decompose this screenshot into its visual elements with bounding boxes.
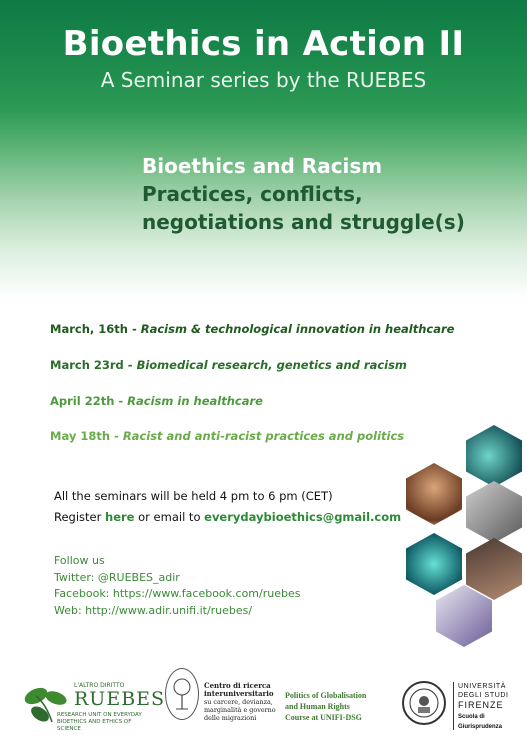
- event-title: Racism in healthcare: [127, 394, 263, 408]
- facebook-link[interactable]: Facebook: https://www.facebook.com/ruebes: [54, 587, 301, 600]
- twitter-link[interactable]: Twitter: @RUEBES_adir: [54, 570, 180, 584]
- adir-line-3: su carcere, devianza,: [204, 698, 273, 706]
- event-date: April 22th -: [50, 394, 128, 408]
- adir-seal-logo: [165, 668, 199, 720]
- topic-line-1: Bioethics and Racism: [142, 154, 383, 178]
- unifi-line-3: FIRENZE: [458, 700, 504, 710]
- follow-heading: Follow us: [54, 554, 105, 567]
- dna-image: [466, 425, 522, 487]
- event-date: May 18th -: [50, 429, 123, 443]
- event-item: [50, 322, 454, 336]
- glob-line-1: Politics of Globalisation: [285, 691, 367, 700]
- adir-line-5: delle migrazioni: [204, 714, 257, 722]
- ruebes-logo: [22, 682, 166, 732]
- adir-line-4: marginalità e governo: [204, 706, 276, 714]
- adir-line-2: interuniversitario: [204, 689, 274, 698]
- register-middle: or email to: [134, 510, 205, 524]
- event-title: Racist and anti-racist practices and politics: [122, 429, 405, 443]
- email-link[interactable]: everydaybioethics@gmail.com: [204, 510, 402, 524]
- tree-icon: [166, 669, 198, 719]
- ruebes-small-label: L'ALTRO DIRITTO: [74, 682, 125, 689]
- racism-virus-sign-image: [466, 481, 522, 543]
- unifi-text-logo: [458, 682, 527, 731]
- event-date: March, 16th -: [50, 322, 141, 336]
- unifi-line-1: UNIVERSITÀ: [458, 683, 507, 690]
- ruebes-tagline: RESEARCH UNIT ON EVERYDAY BIOETHICS AND ETHICS OF SCIENCE: [57, 712, 142, 732]
- unifi-line-4: Scuola di: [458, 714, 485, 720]
- unifi-line-5: Giurisprudenza: [458, 724, 503, 730]
- schedule-text: All the seminars will be held 4 pm to 6 pm (CET): [54, 489, 333, 503]
- event-title: Biomedical research, genetics and racism: [136, 358, 407, 372]
- follow-us: [54, 553, 300, 619]
- unifi-line-2: DEGLI STUDI: [458, 692, 509, 699]
- event-item: [50, 394, 263, 408]
- event-item: [50, 358, 407, 372]
- unifi-seal-logo: [402, 681, 446, 725]
- event-title: Racism & technological innovation in healthcare: [140, 322, 455, 336]
- event-item: [50, 429, 404, 443]
- hands-image: [466, 538, 522, 600]
- register-line: [54, 507, 401, 528]
- register-link[interactable]: here: [105, 510, 135, 524]
- protest-fists-image: [406, 463, 462, 525]
- topic-line-3: negotiations and struggle(s): [142, 210, 465, 234]
- topic-line-2: Practices, conflicts,: [142, 182, 363, 206]
- word-cloud-image: [436, 585, 492, 647]
- glob-line-2: and Human Rights: [285, 702, 350, 711]
- unifi-divider: [453, 682, 454, 730]
- circuit-board-image: [406, 533, 462, 595]
- seminar-info: [54, 486, 401, 528]
- web-link[interactable]: Web: http://www.adir.unifi.it/ruebes/: [54, 603, 253, 617]
- seal-icon: [404, 683, 444, 723]
- glob-line-3: Course at UNIFI-DSG: [285, 713, 362, 722]
- register-prefix: Register: [54, 510, 106, 524]
- footer-logos: [0, 648, 527, 743]
- ruebes-name: RUEBES: [74, 688, 166, 710]
- page-title: Bioethics in Action II: [62, 24, 465, 64]
- adir-line-1: Centro di ricerca: [204, 681, 271, 690]
- page-subtitle: A Seminar series by the RUEBES: [100, 68, 427, 92]
- topic-heading: [142, 152, 512, 236]
- event-date: March 23rd -: [50, 358, 137, 372]
- globalisation-course-label: [285, 690, 385, 723]
- hexagon-image-collage: [400, 425, 527, 650]
